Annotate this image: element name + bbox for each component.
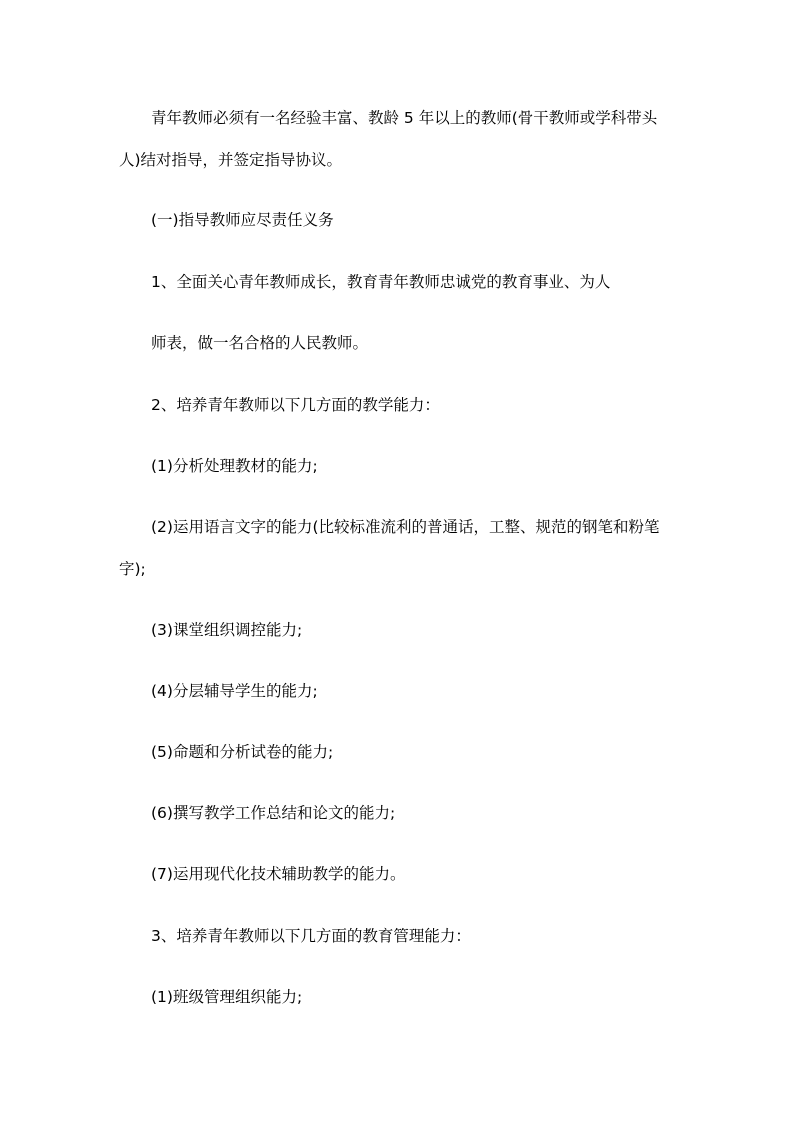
list-item: (6)撰写教学工作总结和论文的能力; (151, 804, 396, 822)
paragraph-line: 人)结对指导，并签定指导协议。 (119, 151, 343, 169)
list-item: (7)运用现代化技术辅助教学的能力。 (151, 865, 406, 883)
list-item: (4)分层辅导学生的能力; (151, 682, 318, 700)
list-item: (1)分析处理教材的能力; (151, 457, 318, 475)
list-item: (2)运用语言文字的能力(比较标准流利的普通话，工整、规范的钢笔和粉笔 (151, 518, 660, 536)
paragraph-line: 青年教师必须有一名经验丰富、教龄 5 年以上的教师(骨干教师或学科带头 (151, 109, 658, 127)
list-item: (5)命题和分析试卷的能力; (151, 743, 334, 761)
list-item: (1)班级管理组织能力; (151, 988, 303, 1006)
paragraph-line: 1、全面关心青年教师成长，教育青年教师忠诚党的教育事业、为人 (151, 273, 611, 291)
paragraph-line: 2、培养青年教师以下几方面的教学能力： (151, 396, 440, 414)
paragraph-line: 师表，做一名合格的人民教师。 (151, 334, 369, 352)
list-item: (3)课堂组织调控能力; (151, 621, 303, 639)
section-heading: (一)指导教师应尽责任义务 (151, 211, 334, 229)
list-item-continuation: 字); (119, 560, 146, 578)
paragraph-line: 3、培养青年教师以下几方面的教育管理能力： (151, 927, 471, 945)
